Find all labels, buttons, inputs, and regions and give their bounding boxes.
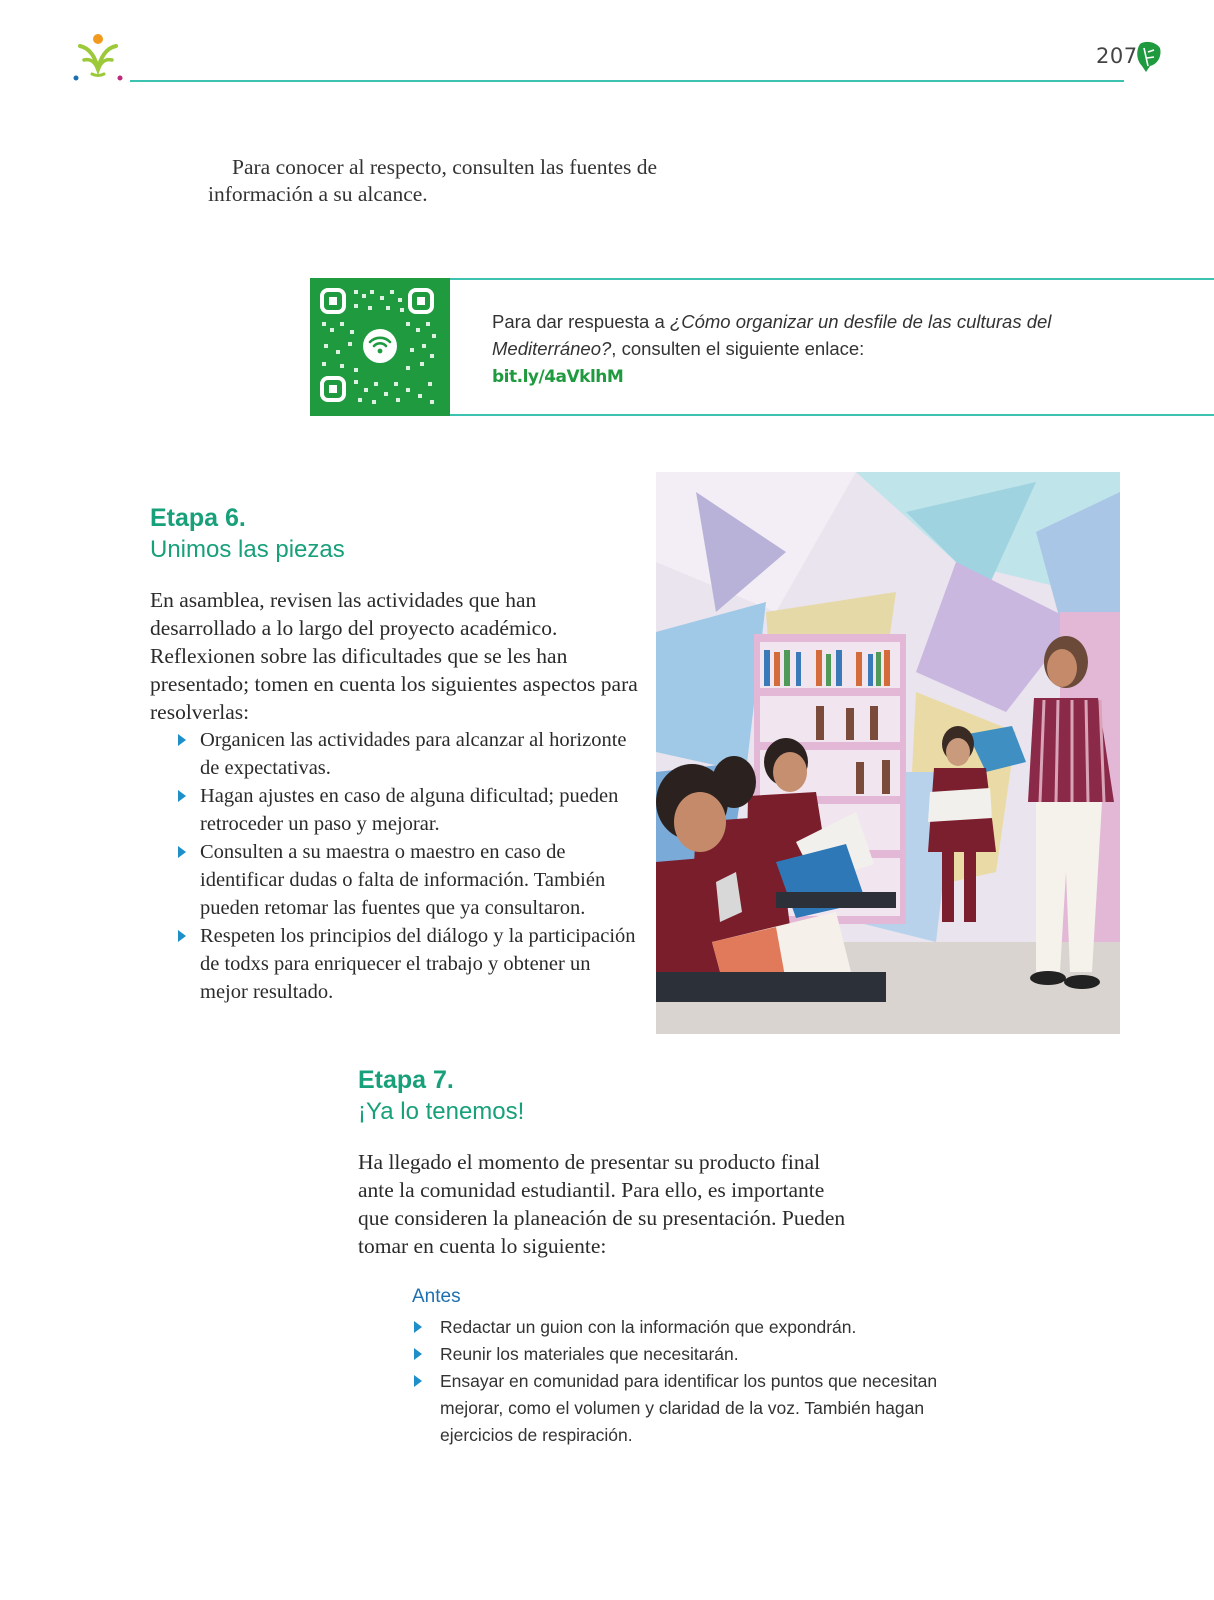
list-item: Organicen las actividades para alcanzar al horizonte de expectativas. bbox=[200, 726, 640, 782]
list-item: Consulten a su maestra o maestro en caso de identificar dudas o falta de información. También pueden retomar las fuentes que ya consultaron. bbox=[200, 838, 640, 922]
etapa7-title: Etapa 7. bbox=[358, 1066, 454, 1094]
intro-text: Para conocer al respecto, consulten las fuentes de información a su alcance. bbox=[208, 155, 658, 206]
etapa7-paragraph: Ha llegado el momento de presentar su producto final ante la comunidad estudiantil. Para ello, es importante que consideren la planeación de su presentación. Pueden tomar en cuenta lo siguiente: bbox=[358, 1150, 846, 1258]
qr-code-icon bbox=[310, 278, 450, 416]
etapa6-list bbox=[200, 726, 640, 1006]
list-item: Ensayar en comunidad para identificar los puntos que necesitan mejorar, como el volumen y claridad de la voz. También hagan ejercicios de respiración. bbox=[440, 1368, 970, 1449]
qr-code[interactable] bbox=[310, 278, 450, 416]
leaf-icon bbox=[1134, 40, 1164, 74]
etapa6-body bbox=[150, 586, 640, 726]
list-item: Reunir los materiales que necesitarán. bbox=[440, 1341, 970, 1368]
bullet-arrow-icon bbox=[414, 1348, 422, 1360]
list-item: Redactar un guion con la información que expondrán. bbox=[440, 1314, 970, 1341]
header-rule bbox=[130, 80, 1124, 82]
callout-top-rule bbox=[450, 278, 1214, 280]
book-logo-icon bbox=[70, 30, 126, 86]
bullet-arrow-icon bbox=[178, 846, 186, 858]
bullet-arrow-icon bbox=[414, 1321, 422, 1333]
callout-text-after: , consulten el siguiente enlace: bbox=[611, 338, 865, 359]
etapa6-paragraph: En asamblea, revisen las actividades que han desarrollado a lo largo del proyecto académico. Reflexionen sobre las dificultades que se les han presentado; tomen en cuenta los siguientes aspectos para resolverlas: bbox=[150, 588, 638, 724]
callout-text bbox=[492, 308, 1102, 391]
list-item: Hagan ajustes en caso de alguna dificultad; pueden retroceder un paso y mejorar. bbox=[200, 782, 640, 838]
page-number: 207 bbox=[1096, 44, 1138, 68]
callout-text-before: Para dar respuesta a bbox=[492, 311, 670, 332]
list-item: Respeten los principios del diálogo y la participación de todxs para enriquecer el trabajo y obtener un mejor resultado. bbox=[200, 922, 640, 1006]
etapa6-title: Etapa 6. bbox=[150, 504, 246, 532]
etapa6-subtitle: Unimos las piezas bbox=[150, 536, 345, 563]
callout-link[interactable]: bit.ly/4aVklhM bbox=[492, 367, 624, 387]
etapa7-subtitle: ¡Ya lo tenemos! bbox=[358, 1098, 525, 1125]
intro-paragraph bbox=[208, 154, 678, 208]
callout-bottom-rule bbox=[450, 414, 1214, 416]
bullet-arrow-icon bbox=[178, 930, 186, 942]
classroom-photo bbox=[656, 472, 1120, 1034]
bullet-arrow-icon bbox=[178, 734, 186, 746]
etapa7-heading bbox=[358, 1064, 524, 1128]
antes-label: Antes bbox=[412, 1286, 461, 1307]
etapa7-body bbox=[358, 1148, 858, 1260]
bullet-arrow-icon bbox=[178, 790, 186, 802]
bullet-arrow-icon bbox=[414, 1375, 422, 1387]
etapa6-heading bbox=[150, 502, 345, 566]
callout-question: ¿Cómo organizar un desfile de las culturas del Mediterráneo? bbox=[492, 311, 1052, 359]
etapa7-list bbox=[440, 1314, 970, 1449]
